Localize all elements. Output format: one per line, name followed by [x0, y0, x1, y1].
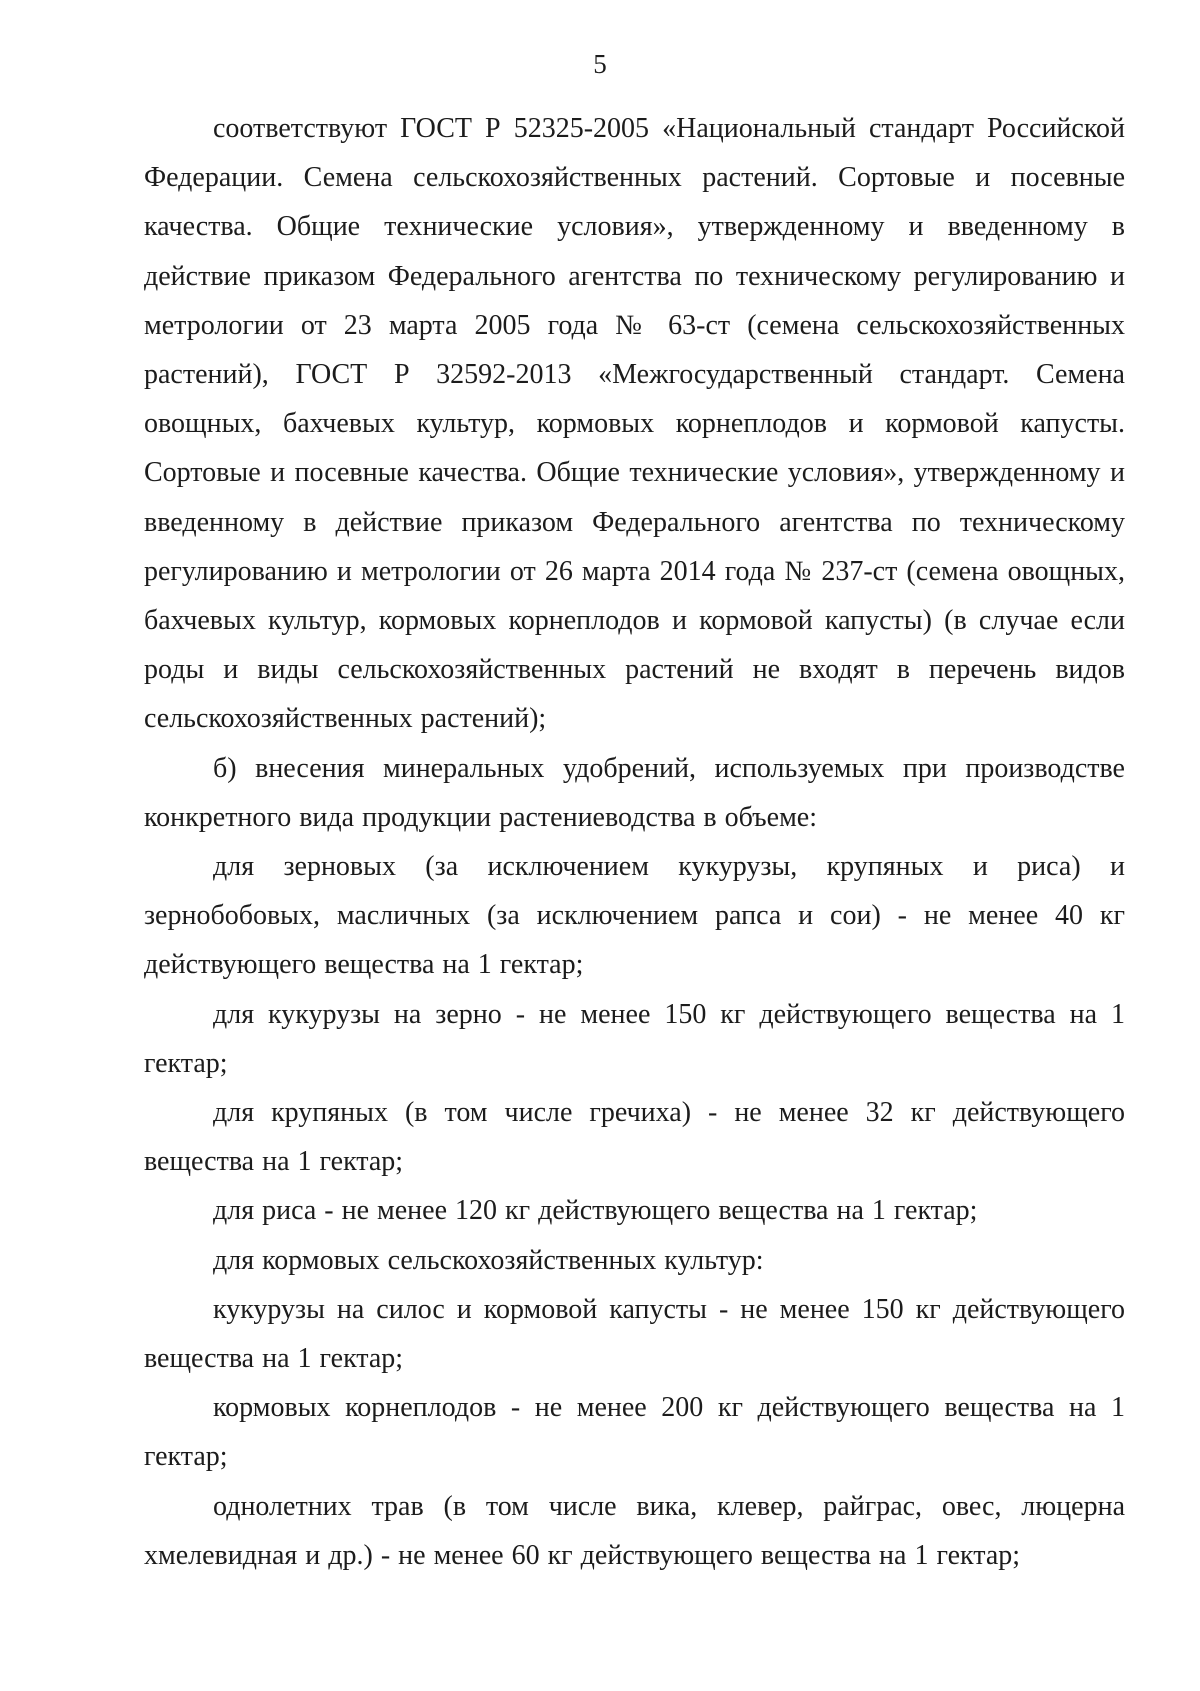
paragraph-fodder-crops: для кормовых сельскохозяйственных культур:: [213, 1244, 764, 1276]
paragraph-gost-standards: соответствуют ГОСТ Р 52325-2005 «Национальный стандарт Российской Федерации. Семена сельскохозяйственных растений. Сортовые и посевные качества. Общие технические условия», утвержденному и введенному в действие приказом Федерального агентства по техническому регулированию и метрологии от 23 марта 2005 года № 63-ст (семена сельскохозяйственных растений), ГОСТ Р 32592-2013 «Межгосударственный стандарт. Семена овощных, бахчевых культур, кормовых корнеплодов и кормовой капусты. Сортовые и посевные качества. Общие технические условия», утвержденному и введенному в действие приказом Федерального агентства по техническому регулированию и метрологии от 26 марта 2014 года № 237-ст (семена овощных, бахчевых культур, кормовых корнеплодов и кормовой капусты) (в случае если роды и виды сельскохозяйственных растений не входят в перечень видов сельскохозяйственных растений);: [144, 113, 1125, 735]
paragraph-groats: для крупяных (в том числе гречиха) - не менее 32 кг действующего вещества на 1 гектар;: [144, 1097, 1125, 1178]
paragraph-annual-grasses: однолетних трав (в том числе вика, клевер, райграс, овес, люцерна хмелевидная и др.) - не менее 60 кг действующего вещества на 1 гектар;: [144, 1490, 1125, 1571]
page-number: 5: [593, 49, 607, 79]
paragraph-fodder-roots: кормовых корнеплодов - не менее 200 кг действующего вещества на 1 гектар;: [144, 1392, 1125, 1473]
paragraph-grain-crops: для зерновых (за исключением кукурузы, крупяных и риса) и зернобобовых, масличных (за исключением рапса и сои) - не менее 40 кг действующего вещества на 1 гектар;: [144, 851, 1125, 981]
paragraph-silage-corn: кукурузы на силос и кормовой капусты - не менее 150 кг действующего вещества на 1 гектар;: [144, 1293, 1125, 1375]
paragraph-fertilizer-intro: б) внесения минеральных удобрений, используемых при производстве конкретного вида продукции растениеводства в объеме:: [144, 752, 1125, 833]
paragraph-corn-grain: для кукурузы на зерно - не менее 150 кг действующего вещества на 1 гектар;: [144, 998, 1125, 1079]
paragraph-rice: для риса - не менее 120 кг действующего вещества на 1 гектар;: [213, 1195, 978, 1227]
document-body: [144, 104, 1125, 1580]
